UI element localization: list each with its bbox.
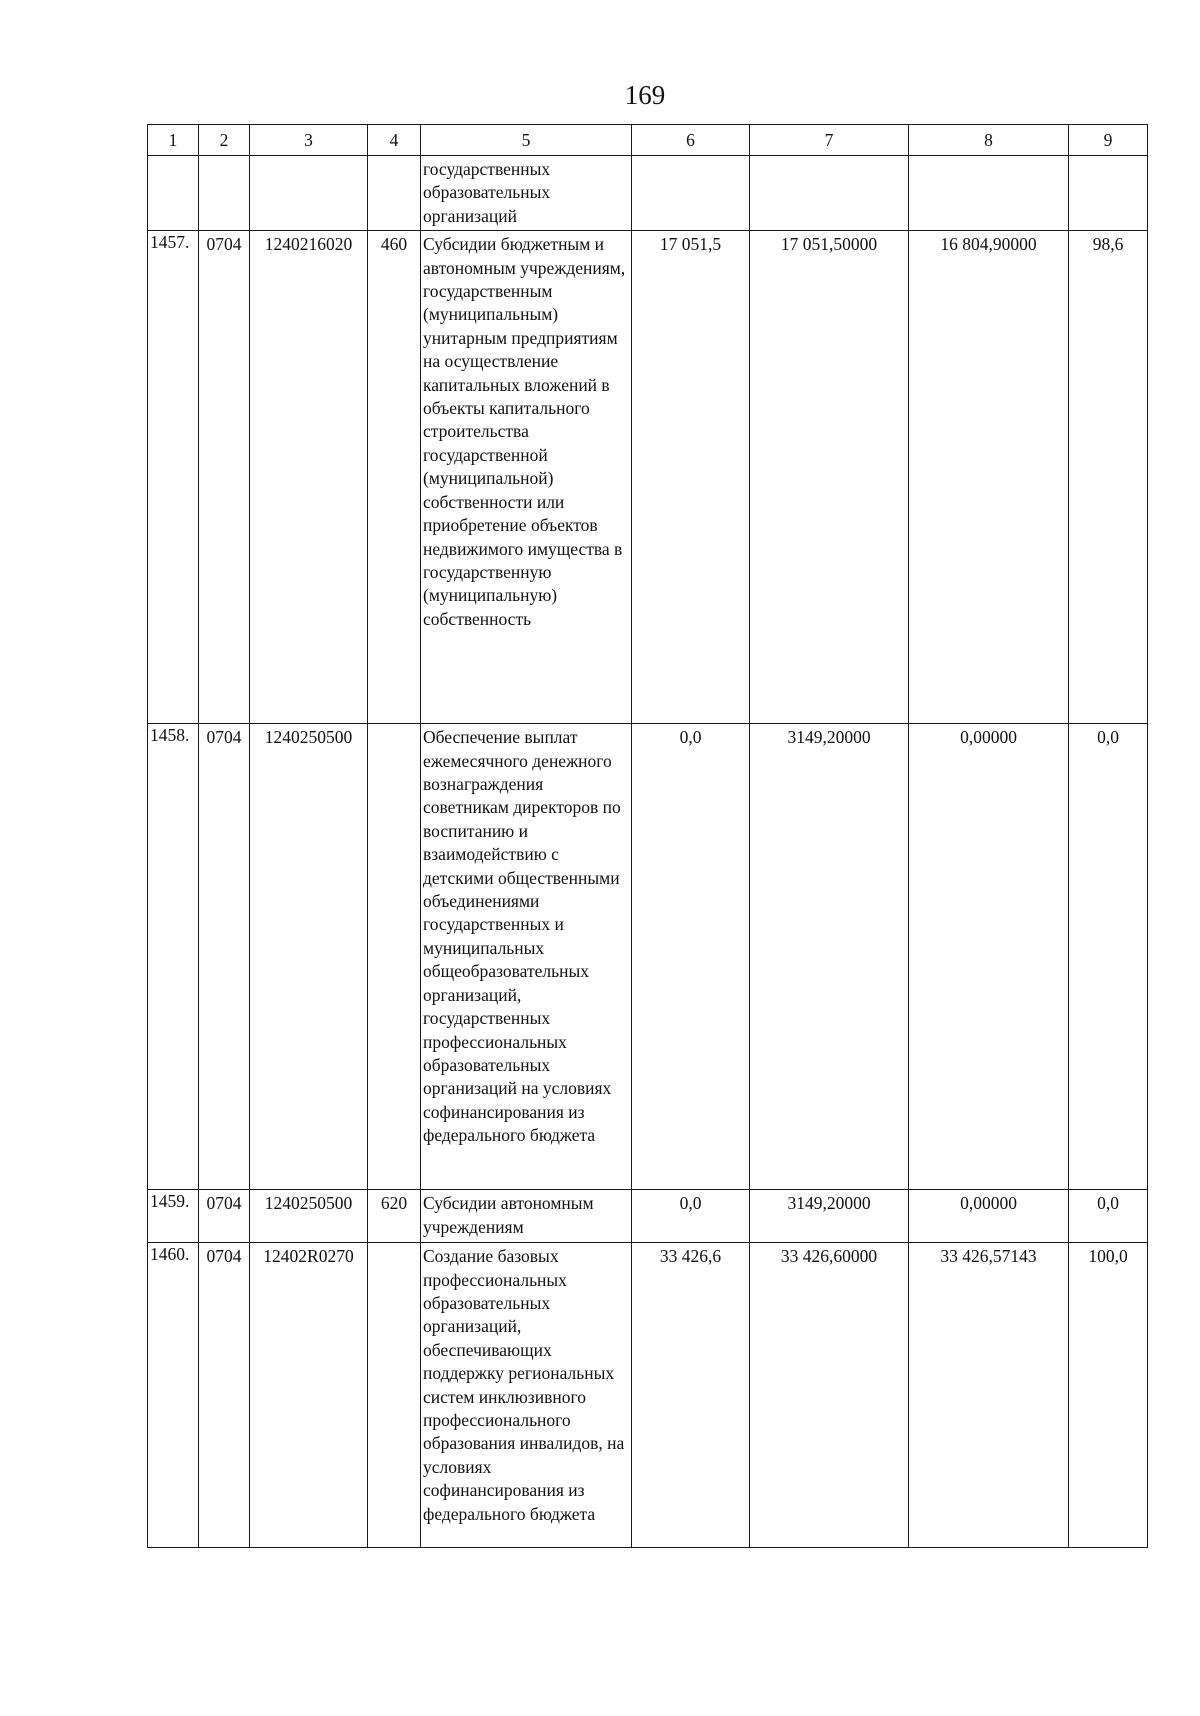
percent-value: 0,0 [1069,1190,1148,1243]
header-col-6: 6 [632,125,750,156]
refined-value: 17 051,50000 [750,231,909,724]
target-code: 1240250500 [250,1190,368,1243]
percent-value: 0,0 [1069,724,1148,1190]
refined-value: 3149,20000 [750,724,909,1190]
item-name: Обеспечение выплат ежемесячного денежного вознаграждения советникам директоров по воспитанию и взаимодействию с детскими общественными объединениями государственных и муниципальных общеобразовательных организаций, государственных профессиональных образовательных организаций на условиях софинансирования из федерального бюджета [421,724,632,1190]
item-name: Создание базовых профессиональных образовательных организаций, обеспечивающих поддержку региональных систем инклюзивного профессионального образования инвалидов, на условиях софинансирования из федерального бюджета [421,1243,632,1548]
header-col-5: 5 [421,125,632,156]
section-code: 0704 [199,1243,250,1548]
row-number: 1459. [148,1190,199,1243]
plan-value: 0,0 [632,1190,750,1243]
budget-table [147,124,1148,1548]
target-code: 1240250500 [250,724,368,1190]
row-number: 1460. [148,1243,199,1548]
header-col-2: 2 [199,125,250,156]
section-code: 0704 [199,724,250,1190]
executed-value: 33 426,57143 [909,1243,1069,1548]
item-name: Субсидии автономным учреждениям [421,1190,632,1243]
header-col-4: 4 [368,125,421,156]
table-row [148,1243,1148,1548]
header-row [148,125,1148,156]
executed-value: 0,00000 [909,724,1069,1190]
section-code [199,156,250,231]
plan-value: 33 426,6 [632,1243,750,1548]
row-number: 1458. [148,724,199,1190]
percent-value [1069,156,1148,231]
plan-value: 0,0 [632,724,750,1190]
plan-value: 17 051,5 [632,231,750,724]
refined-value: 3149,20000 [750,1190,909,1243]
expense-type-code [368,1243,421,1548]
executed-value [909,156,1069,231]
refined-value: 33 426,60000 [750,1243,909,1548]
item-name: Субсидии бюджетным и автономным учреждениям, государственным (муниципальным) унитарным предприятиям на осуществление капитальных вложений в объекты капитального строительства государственной (муниципальной) собственности или приобретение объектов недвижимого имущества в государственную (муниципальную) собственность [421,231,632,724]
refined-value [750,156,909,231]
header-col-9: 9 [1069,125,1148,156]
table-row [148,156,1148,231]
expense-type-code: 620 [368,1190,421,1243]
plan-value [632,156,750,231]
row-number: 1457. [148,231,199,724]
percent-value: 100,0 [1069,1243,1148,1548]
table-row [148,1190,1148,1243]
expense-type-code: 460 [368,231,421,724]
section-code: 0704 [199,1190,250,1243]
executed-value: 16 804,90000 [909,231,1069,724]
table-row [148,724,1148,1190]
header-col-8: 8 [909,125,1069,156]
executed-value: 0,00000 [909,1190,1069,1243]
header-col-7: 7 [750,125,909,156]
expense-type-code [368,724,421,1190]
percent-value: 98,6 [1069,231,1148,724]
header-col-1: 1 [148,125,199,156]
header-col-3: 3 [250,125,368,156]
expense-type-code [368,156,421,231]
target-code [250,156,368,231]
target-code: 1240216020 [250,231,368,724]
target-code: 12402R0270 [250,1243,368,1548]
section-code: 0704 [199,231,250,724]
table-row [148,231,1148,724]
row-number [148,156,199,231]
page-number: 169 [624,80,666,110]
item-name: государственных образовательных организаций [421,156,632,231]
